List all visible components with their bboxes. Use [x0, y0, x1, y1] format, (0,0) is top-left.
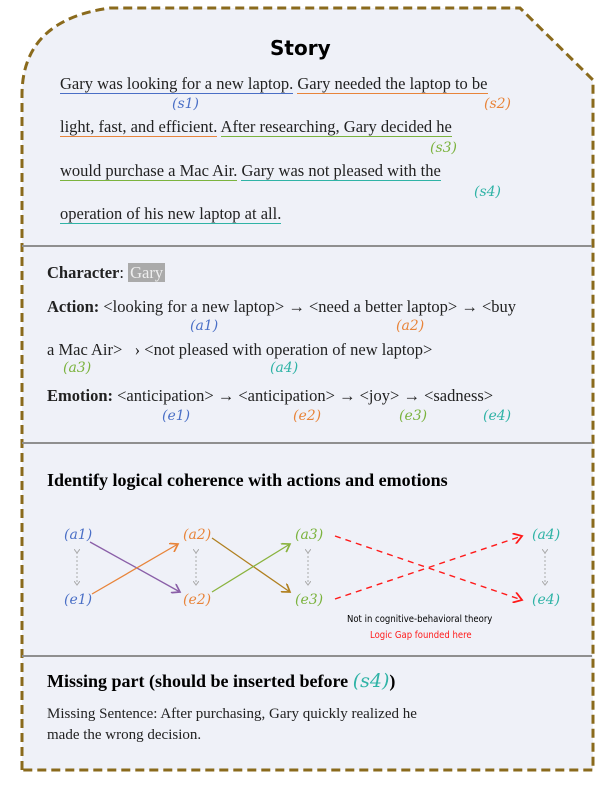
character-label: Character	[47, 263, 120, 282]
label-s2: (s2)	[484, 96, 512, 112]
coherence-diagram	[0, 500, 604, 650]
story-line-3	[60, 161, 441, 181]
missing-title-text: Missing part (should be inserted before	[47, 671, 349, 691]
tag-a4: (a4)	[270, 360, 299, 376]
tag-a2: (a2)	[396, 318, 425, 334]
sentence-s1: Gary was looking for a new laptop.	[60, 74, 294, 93]
tag-e4: (e4)	[483, 408, 512, 424]
tag-a3: (a3)	[63, 360, 92, 376]
node-e1: (e1)	[64, 592, 93, 608]
link-e2-a3	[212, 544, 290, 592]
missing-sentence-line-1: Missing Sentence: After purchasing, Gary quickly realized he	[47, 706, 417, 722]
tag-e3: (e3)	[399, 408, 428, 424]
missing-sentence-line-2: made the wrong decision.	[47, 727, 202, 743]
story-line-4	[60, 204, 281, 224]
story-line-2	[60, 117, 452, 137]
tag-e2: (e2)	[293, 408, 322, 424]
tag-a1: (a1)	[190, 318, 219, 334]
label-s3: (s3)	[430, 140, 458, 156]
theory-note: Not in cognitive-behavioral theory	[347, 614, 493, 625]
sentence-s4-part1: Gary was not pleased with the	[241, 161, 441, 180]
node-e4: (e4)	[532, 592, 561, 608]
divider	[22, 245, 592, 247]
link-e1-a2	[92, 544, 178, 594]
character-row: Character: Gary	[47, 263, 164, 282]
node-e2: (e2)	[183, 592, 212, 608]
emotion-line	[47, 386, 493, 406]
missing-title-close: )	[389, 671, 396, 691]
link-a2-e3	[212, 538, 290, 592]
coherence-title: Identify logical coherence with actions and emotions	[47, 470, 448, 490]
sentence-s2-part2: light, fast, and efficient.	[60, 117, 218, 136]
story-title: Story	[270, 36, 331, 60]
missing-title	[47, 670, 395, 692]
label-s1: (s1)	[172, 96, 200, 112]
divider	[22, 442, 592, 444]
character-value: Gary	[130, 263, 164, 282]
logic-gap-note: Logic Gap founded here	[370, 630, 472, 641]
label-s4: (s4)	[474, 184, 502, 200]
divider	[22, 655, 592, 657]
action-line-1	[47, 297, 516, 317]
sentence-s2-part1: Gary needed the laptop to be	[297, 74, 488, 93]
gap-link-e3-a4	[335, 536, 522, 599]
node-a4: (a4)	[532, 527, 561, 543]
node-e3: (e3)	[295, 592, 324, 608]
sentence-s3-part1: After researching, Gary decided he	[220, 117, 452, 136]
sentence-s4-part2: operation of his new laptop at all.	[60, 204, 282, 223]
action-text-1: <looking for a new laptop> → <need a better laptop> → <buy	[103, 297, 517, 316]
action-label: Action:	[47, 297, 100, 316]
story-line-1	[60, 74, 488, 94]
node-a3: (a3)	[295, 527, 324, 543]
node-a1: (a1)	[64, 527, 93, 543]
missing-ref-s4: (s4)	[352, 670, 390, 692]
tag-e1: (e1)	[162, 408, 191, 424]
link-a1-e2	[90, 542, 180, 592]
emotion-label: Emotion:	[47, 386, 113, 405]
node-a2: (a2)	[183, 527, 212, 543]
emotion-text: <anticipation> → <anticipation> → <joy> → <sadness>	[117, 386, 494, 405]
sentence-s3-part2: would purchase a Mac Air.	[60, 161, 238, 180]
action-line-2: a Mac Air> › <not pleased with operation of new laptop>	[47, 340, 433, 359]
